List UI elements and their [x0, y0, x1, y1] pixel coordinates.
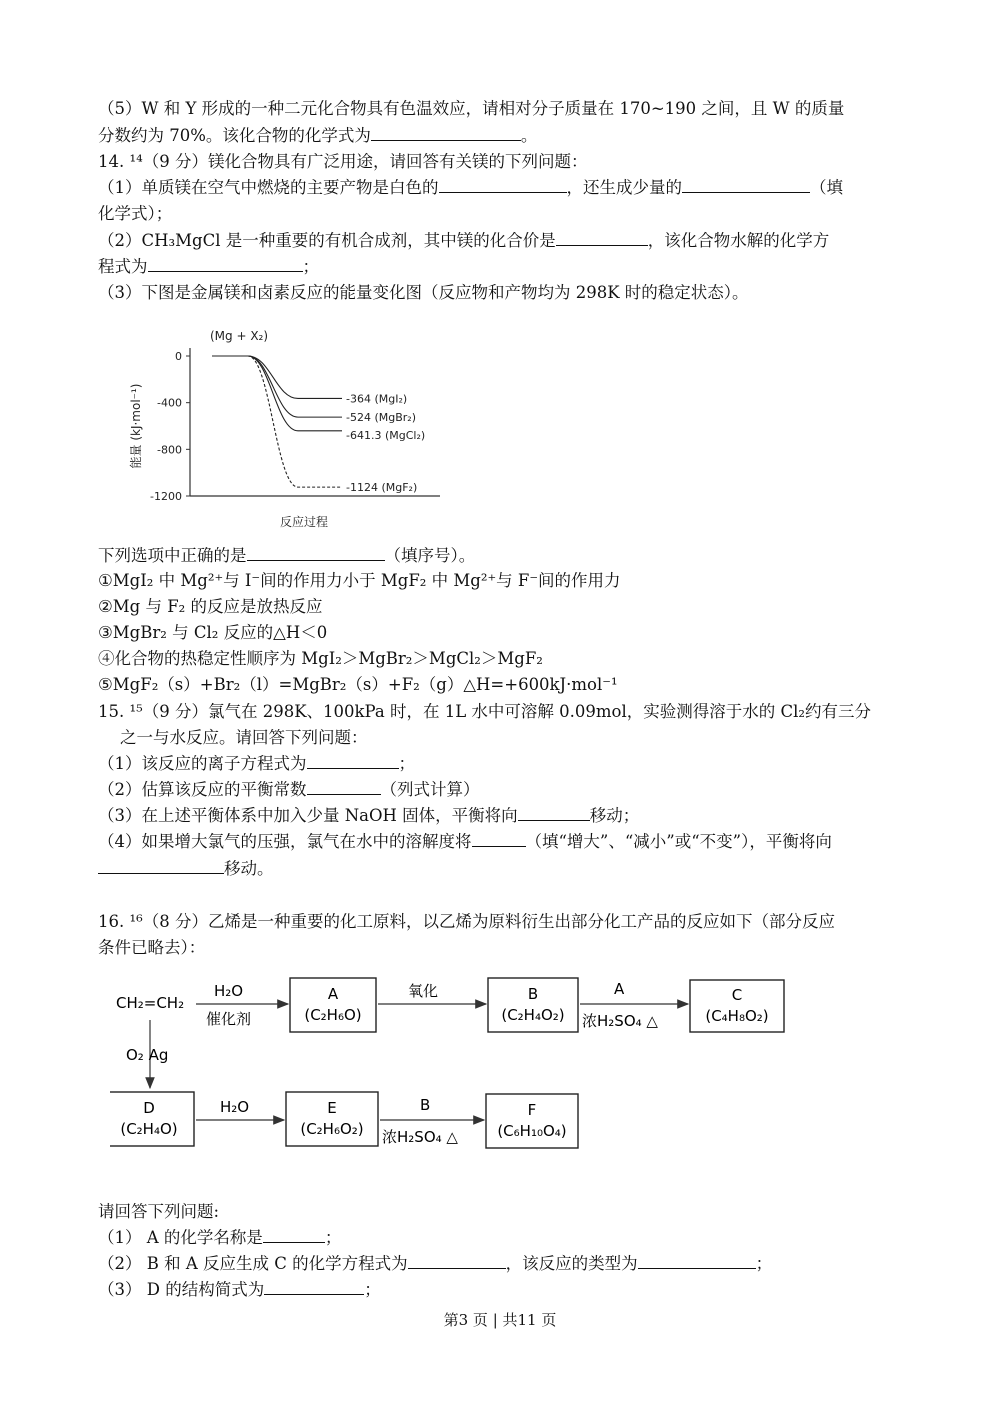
- q15-p3-end: 移动；: [589, 806, 640, 825]
- answer-blank[interactable]: [247, 545, 385, 561]
- q16-p3-end: ；: [364, 1280, 381, 1299]
- answer-blank[interactable]: [638, 1253, 756, 1269]
- answer-blank[interactable]: [263, 1227, 325, 1243]
- q13-p5-line1: （5）W 和 Y 形成的一种二元化合物具有色温效应，请相对分子质量在 170~190 之间，且 W 的质量: [98, 99, 845, 118]
- answer-blank[interactable]: [518, 805, 590, 821]
- answer-blank[interactable]: [307, 779, 381, 795]
- box-f-formula: (C₆H₁₀O₄): [497, 1122, 567, 1140]
- q14-option-4: ④化合物的热稳定性顺序为 MgI₂＞MgBr₂＞MgCl₂＞MgF₂: [98, 649, 543, 668]
- curve-MgI₂: [212, 356, 342, 398]
- y-tick-label: -1200: [150, 490, 182, 503]
- q16-p1-text: （1） A 的化学名称是: [98, 1228, 263, 1247]
- q16-p2: [98, 1253, 772, 1275]
- page-footer: 第3 页 | 共11 页: [443, 1311, 557, 1329]
- q15-p4-end: 移动。: [224, 859, 274, 878]
- answer-blank[interactable]: [682, 177, 810, 193]
- x-axis-label: 反应过程: [280, 515, 329, 529]
- q16-p3-text: （3） D 的结构简式为: [98, 1280, 265, 1299]
- arrow4-top-label: H₂O: [220, 1098, 250, 1116]
- q15-p3: [98, 805, 639, 827]
- curve-MgBr₂: [212, 356, 342, 417]
- q14-p2-line2: [98, 256, 319, 278]
- curve-MgCl₂: [212, 356, 342, 431]
- q15-p4-line2: [98, 858, 274, 880]
- down-arrow-label: O₂ Ag: [126, 1046, 169, 1064]
- q15-p1-text: （1）该反应的离子方程式为: [98, 754, 307, 773]
- q14-p2-line1: [98, 230, 829, 252]
- box-d-name: D: [143, 1099, 155, 1117]
- data-label-MgCl₂: -641.3 (MgCl₂): [346, 428, 426, 442]
- q14-choose-hint: （填序号）。: [384, 546, 476, 565]
- arrow1-top-label: H₂O: [214, 982, 244, 1000]
- q16-heading-line2: 条件已略去）：: [98, 938, 206, 957]
- q14-p1-text3: （填: [810, 178, 843, 197]
- q13-p5-text: 分数约为 70%。该化合物的化学式为: [98, 126, 371, 145]
- answer-blank[interactable]: [439, 177, 567, 193]
- q14-p2-end: ；: [302, 257, 319, 276]
- q15-p4-text: （4）如果增大氯气的压强，氯气在水中的溶解度将: [98, 832, 472, 851]
- q16-p1-end: ；: [324, 1228, 342, 1247]
- chart-title: (Mg + X₂): [210, 329, 269, 343]
- q14-p3: （3）下图是金属镁和卤素反应的能量变化图（反应物和产物均为 298K 时的稳定状态）。: [98, 283, 749, 302]
- q14-heading: 14. ¹⁴（9 分）镁化合物具有广泛用途，请回答有关镁的下列问题：: [98, 152, 588, 171]
- answer-blank[interactable]: [472, 831, 526, 847]
- q15-p2-hint: （列式计算）: [380, 780, 480, 799]
- q14-choose-text: 下列选项中正确的是: [98, 546, 247, 565]
- box-f-name: F: [527, 1101, 537, 1119]
- arrow3-bottom-label: 浓H₂SO₄ △: [582, 1012, 658, 1030]
- curve-MgF₂: [212, 356, 342, 487]
- answer-blank[interactable]: [556, 230, 648, 246]
- answer-blank[interactable]: [148, 256, 303, 272]
- q15-p3-text: （3）在上述平衡体系中加入少量 NaOH 固体，平衡将向: [98, 806, 518, 825]
- y-tick-label: 0: [175, 350, 182, 363]
- box-b-name: B: [527, 985, 539, 1003]
- q14-option-1: ①MgI₂ 中 Mg²⁺与 I⁻间的作用力小于 MgF₂ 中 Mg²⁺与 F⁻间的作用力: [98, 571, 621, 590]
- box-e-formula: (C₂H₆O₂): [300, 1120, 364, 1138]
- q15-p2: [98, 779, 480, 801]
- reaction-flowchart: [110, 970, 830, 1160]
- q14-option-3: ③MgBr₂ 与 Cl₂ 反应的△H＜0: [98, 623, 328, 642]
- data-label-MgI₂: -364 (MgI₂): [346, 392, 408, 406]
- box-a-formula: (C₂H₆O): [304, 1006, 362, 1024]
- arrow1-bottom-label: 催化剂: [206, 1010, 252, 1028]
- y-tick-label: -400: [157, 396, 182, 410]
- q15-heading-line1: 15. ¹⁵（9 分）氯气在 298K、100kPa 时，在 1L 水中可溶解 0.09mol，实验测得溶于水的 Cl₂约有三分: [98, 702, 872, 721]
- q16-p1: [98, 1227, 341, 1249]
- box-d-formula: (C₂H₄O): [120, 1120, 178, 1138]
- q16-p3: [98, 1279, 381, 1301]
- q15-p4-hint: （填“增大”、“减小”或“不变”），平衡将向: [525, 832, 832, 851]
- arrow3-top-label: A: [614, 980, 625, 998]
- q16-p2-text: （2） B 和 A 反应生成 C 的化学方程式为: [98, 1254, 408, 1273]
- box-e-name: E: [327, 1099, 337, 1117]
- answer-blank[interactable]: [98, 858, 224, 874]
- q13-p5-line2: [98, 125, 537, 147]
- answer-blank[interactable]: [408, 1253, 506, 1269]
- q14-p1-text2: ，还生成少量的: [566, 178, 682, 197]
- q14-p1-line2: 化学式）；: [98, 204, 173, 223]
- q14-choose-line: [98, 545, 475, 567]
- q14-p2-text: （2）CH₃MgCl 是一种重要的有机合成剂，其中镁的化合价是: [98, 231, 556, 250]
- q14-p2-text2: ，该化合物水解的化学方: [647, 231, 830, 250]
- q15-p1-end: ；: [398, 754, 415, 773]
- q14-p2-text3: 程式为: [98, 257, 148, 276]
- q16-p2-text2: ，该反应的类型为: [505, 1254, 638, 1273]
- energy-chart: [120, 318, 450, 538]
- data-label-MgBr₂: -524 (MgBr₂): [346, 411, 416, 425]
- q14-option-5: ⑤MgF₂（s）+Br₂（l）=MgBr₂（s）+F₂（g）△H=+600kJ·mol⁻¹: [98, 675, 618, 694]
- q14-option-2: ②Mg 与 F₂ 的反应是放热反应: [98, 597, 323, 616]
- q13-p5-end: 。: [520, 126, 538, 145]
- q16-p2-end: ；: [755, 1254, 773, 1273]
- box-c-formula: (C₄H₈O₂): [705, 1007, 769, 1025]
- arrow2-top-label: 氧化: [408, 982, 439, 1000]
- arrow5-top-label: B: [420, 1096, 431, 1114]
- q14-p1-line1: [98, 177, 843, 199]
- q14-p1-text: （1）单质镁在空气中燃烧的主要产物是白色的: [98, 178, 439, 197]
- answer-blank[interactable]: [371, 125, 521, 141]
- arrow5-bottom-label: 浓H₂SO₄ △: [382, 1128, 458, 1146]
- y-tick-label: -800: [157, 443, 182, 457]
- q16-ask: 请回答下列问题:: [98, 1202, 220, 1221]
- q15-p4: [98, 831, 832, 853]
- q16-heading-line1: 16. ¹⁶（8 分）乙烯是一种重要的化工原料，以乙烯为原料衍生出部分化工产品的反应如下（部分反应: [98, 912, 835, 931]
- q15-p1: [98, 753, 415, 775]
- data-label-MgF₂: -1124 (MgF₂): [346, 481, 418, 495]
- box-a-name: A: [327, 985, 339, 1003]
- box-b-formula: (C₂H₄O₂): [501, 1006, 565, 1024]
- answer-blank[interactable]: [307, 753, 399, 769]
- answer-blank[interactable]: [264, 1279, 364, 1295]
- q15-p2-text: （2）估算该反应的平衡常数: [98, 780, 307, 799]
- q15-heading-line2: 之一与水反应。请回答下列问题：: [120, 728, 368, 747]
- box-c-name: C: [731, 986, 743, 1004]
- ethylene-label: CH₂=CH₂: [116, 994, 185, 1012]
- y-axis-label: 能量 (kJ·mol⁻¹): [129, 383, 143, 469]
